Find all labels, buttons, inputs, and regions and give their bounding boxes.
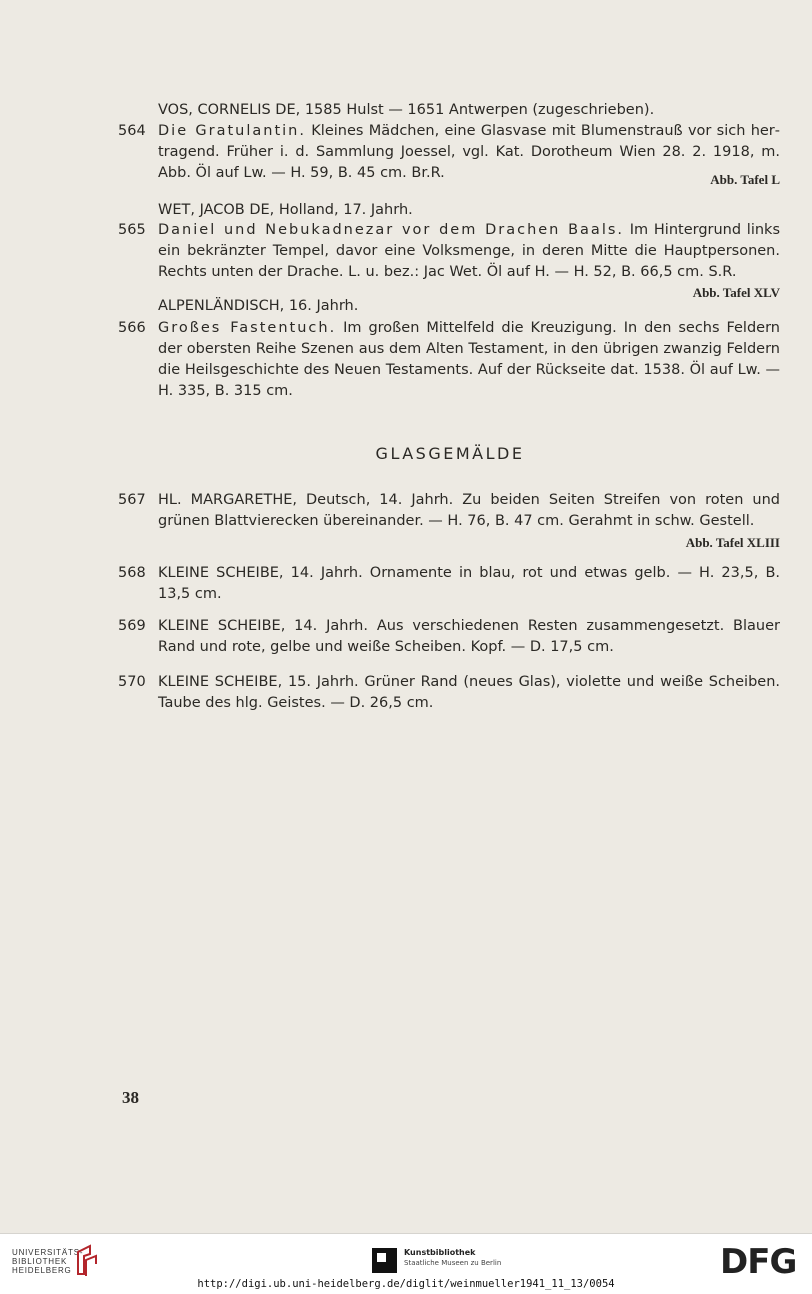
ub-heidelberg-logo-icon [72,1244,100,1278]
page-url[interactable]: http://digi.ub.uni-heidelberg.de/diglit/weinmueller1941_11_13/0054 [197,1278,615,1290]
entry-title: Die Gratulantin. [158,123,306,139]
artist-heading: WET, JACOB DE, Holland, 17. Jahrh. [158,202,413,218]
entry-text [158,220,780,283]
lot-number: 568 [118,565,146,581]
lot-number: 565 [118,222,146,238]
entry-description: Im Hintergrund links ein bekränzter Tempel, davor eine Volksmenge, in deren Mitte die Hauptpersonen. Rechts unten der Drache. L. u. bez.: Jac Wet. Öl auf H. — H. 52, B. 66,5 cm. S.R. [158,222,780,280]
entry-title: Daniel und Nebukadnezar vor dem Drachen Baals. [158,222,625,238]
artist-heading: VOS, CORNELIS DE, 1585 Hulst — 1651 Antwerpen (zugeschrieben). [158,102,655,118]
lot-number: 570 [118,674,146,690]
entry-description: Im großen Mittelfeld die Kreuzigung. In den sechs Feldern der obersten Reihe Szenen aus dem Alten Testament, in den übrigen zwanzig Feldern die Heilsgeschichte des Neuen Testaments. Auf der Rückseite dat. 1538. Öl auf Lw. — H. 335, B. 315 cm. [158,320,780,399]
entry-text: KLEINE SCHEIBE, 15. Jahrh. Grüner Rand (neues Glas), violette und weiße Scheiben. Taube des hlg. Geistes. — D. 26,5 cm. [158,674,780,711]
entry-title: Großes Fastentuch. [158,320,337,336]
dfg-logo: DFG [720,1242,797,1282]
plate-reference: Abb. Tafel XLIII [685,535,780,550]
page-number: 38 [122,1088,139,1107]
entry-text: KLEINE SCHEIBE, 14. Jahrh. Aus verschiedenen Resten zusammengesetzt. Blauer Rand und rote, gelbe und weiße Scheiben. Kopf. — D. 17,5 cm. [158,618,780,655]
library-line: UNIVERSITÄTS- [12,1248,84,1257]
entry-text: KLEINE SCHEIBE, 14. Jahrh. Ornamente in blau, rot und etwas gelb. — H. 23,5, B. 13,5 cm. [158,565,780,602]
entry-description: Kleines Mädchen, eine Glasvase mit Blumenstrauß vor sich hertragend. Früher i. d. Sammlung Joessel, vgl. Kat. Dorotheum Wien 28. 2. 1918, m. Abb. Öl auf Lw. — H. 59, B. 45 cm. Br.R. [158,123,780,181]
plate-reference: Abb. Tafel L [710,172,780,187]
artist-heading: ALPENLÄNDISCH, 16. Jahrh. [158,298,359,314]
kunstbibliothek-title: Kunstbibliothek [404,1248,476,1257]
lot-number: 564 [118,123,146,139]
library-line: HEIDELBERG [12,1266,72,1275]
entry-text [158,121,780,184]
kunstbibliothek-emblem-icon [372,1248,397,1273]
lot-number: 567 [118,492,146,508]
lot-number: 569 [118,618,146,634]
entry-text [158,318,780,402]
entry-text: HL. MARGARETHE, Deutsch, 14. Jahrh. Zu beiden Seiten Streifen von roten und grünen Blattvierecken übereinander. — H. 76, B. 47 cm. Gerahmt in schw. Gestell. [158,492,780,529]
kunstbibliothek-subtitle: Staatliche Museen zu Berlin [404,1259,502,1267]
plate-reference: Abb. Tafel XLV [692,285,780,300]
section-heading: GLASGEMÄLDE [375,444,525,463]
lot-number: 566 [118,320,146,336]
digitization-footer [0,1233,812,1294]
library-line: BIBLIOTHEK [12,1257,68,1266]
